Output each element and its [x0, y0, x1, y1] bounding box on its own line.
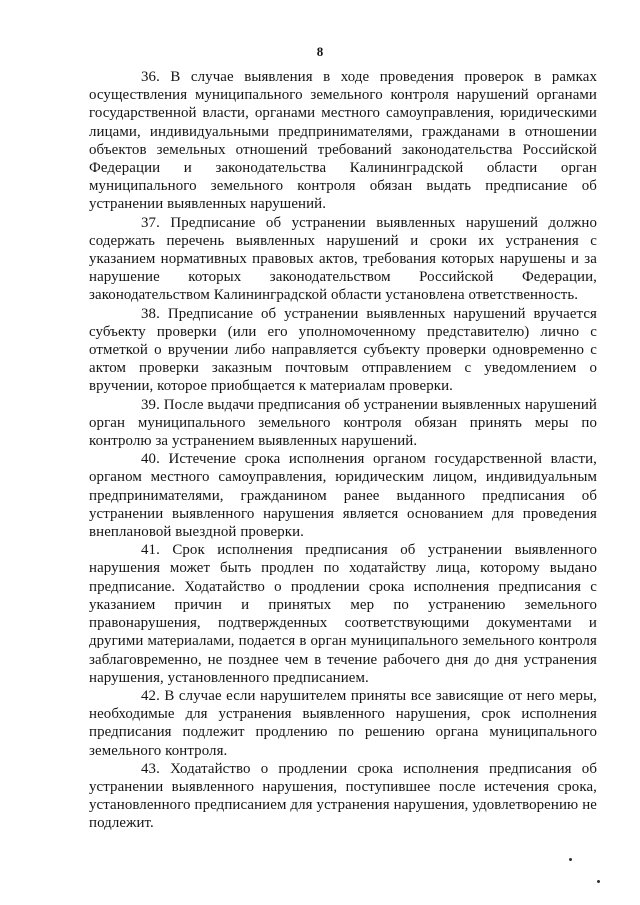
paragraph-37: 37. Предписание об устранении выявленных нарушений должно содержать перечень выявленных нарушений и сроки их устранения с указанием нормативных правовых актов, требования которых нарушены и за нарушение которых законодательством Российской Федерации, законодательством Калининградской области установлена ответственность.: [89, 214, 597, 304]
paragraph-41: 41. Срок исполнения предписания об устранении выявленного нарушения может быть продлен по ходатайству лица, которому выдано предписание. Ходатайство о продлении срока исполнения предписания с указанием причин и принятых мер по устранению земельного правонарушения, подтвержденных соответствующими документами и другими материалами, подается в орган муниципального земельного контроля заблаговременно, не позднее чем в течение рабочего дня до дня устранения нарушения, установленного предписанием.: [89, 542, 597, 686]
paragraph-38: 38. Предписание об устранении выявленных нарушений вручается субъекту проверки (или его уполномоченному представителю) лично с отметкой о вручении либо направляется субъекту проверки одновременно с актом проверки заказным почтовым отправлением с уведомлением о вручении, которое приобщается к материалам проверки.: [89, 305, 597, 395]
document-body: [89, 68, 597, 833]
paragraph-36: 36. В случае выявления в ходе проведения проверок в рамках осуществления муниципального земельного контроля нарушений органами государственной власти, органами местного самоуправления, юридическими лицами, индивидуальными предпринимателями, гражданами в отношении объектов земельных отношений требований законодательства Российской Федерации и законодательства Калининградской области орган муниципального земельного контроля обязан выдать предписание об устранении выявленных нарушений.: [89, 69, 597, 213]
paragraph-43: 43. Ходатайство о продлении срока исполнения предписания об устранении выявленного нарушения, поступившее после истечения срока, установленного предписанием для устранения нарушения, удовлетворению не подлежит.: [89, 760, 597, 832]
scan-speck: [597, 880, 600, 883]
paragraph-42: 42. В случае если нарушителем приняты все зависящие от него меры, необходимые для устранения выявленного нарушения, срок исполнения предписания подлежит продлению по решению органа муниципального земельного контроля.: [89, 687, 597, 759]
paragraph-40: 40. Истечение срока исполнения органом государственной власти, органом местного самоуправления, юридическим лицом, индивидуальным предпринимателями, гражданином ранее выданного предписания об устранении выявленного нарушения является основанием для проведения внеплановой выездной проверки.: [89, 451, 597, 541]
scan-speck: [569, 858, 572, 861]
paragraph-39: 39. После выдачи предписания об устранении выявленных нарушений орган муниципального земельного контроля обязан принять меры по контролю за устранением выявленных нарушений.: [89, 396, 597, 450]
page-number: 8: [316, 44, 324, 59]
